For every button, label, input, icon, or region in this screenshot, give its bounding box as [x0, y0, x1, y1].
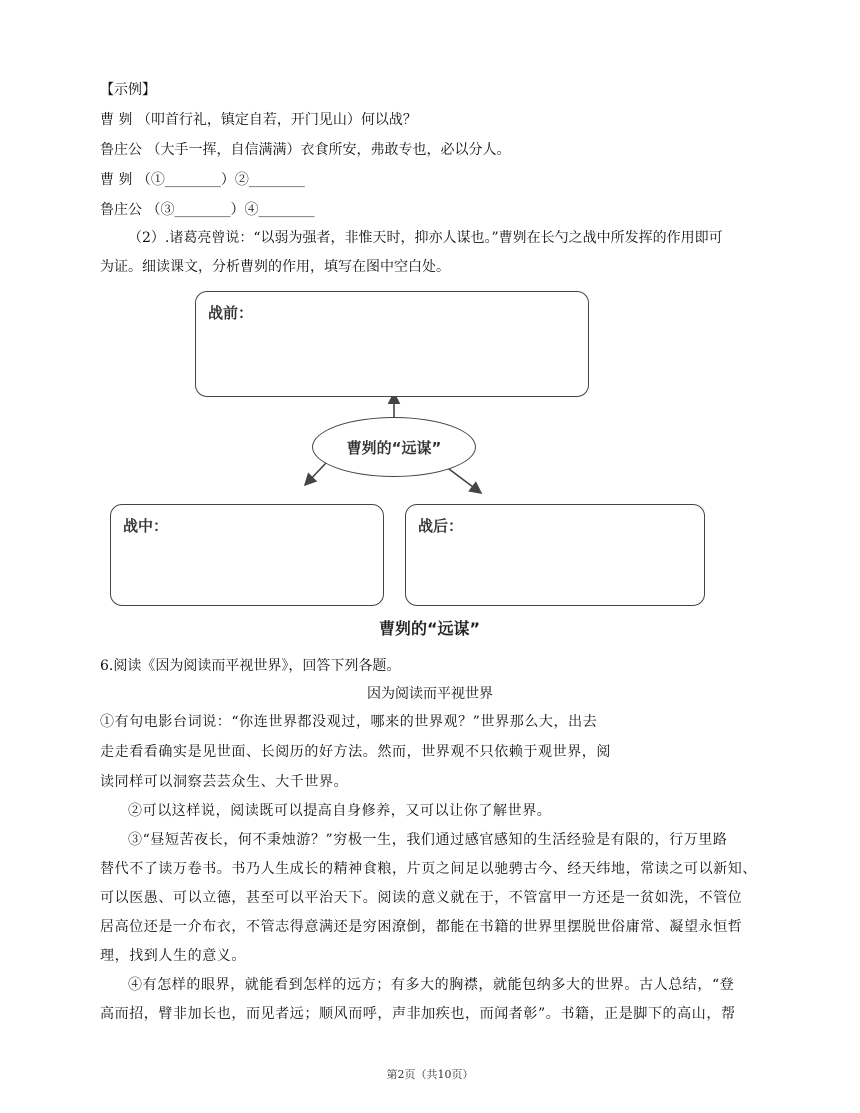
p4-line-1: ④有怎样的眼界，就能看到怎样的远方；有多大的胸襟，就能包纳多大的世界。古人总结，“登: [128, 977, 735, 993]
after-battle-box: [405, 504, 705, 606]
diagram-caption: 曹刿的“远谋”: [379, 619, 481, 638]
p2-line: ②可以这样说，阅读既可以提高自身修养，又可以让你了解世界。: [128, 803, 552, 819]
during-battle-label: 战中：: [123, 517, 169, 535]
p1-line-3: 读同样可以洞察芸芸众生、大千世界。: [100, 774, 349, 790]
p3-line-1: ③“昼短苦夜长，何不秉烛游？”穷极一生，我们通过感官感知的生活经验是有限的，行万里路: [128, 832, 728, 848]
p4-line-2: 高而招，臂非加长也，而见者远；顺风而呼，声非加疾也，而闻者彰”。书籍，正是脚下的高山，帮: [100, 1006, 736, 1022]
center-label: 曹刿的“远谋”: [346, 438, 442, 457]
arrow-left: [305, 463, 326, 485]
p3-line-4: 居高位还是一介布衣，不管志得意满还是穷困潦倒，都能在书籍的世界里摆脱世俗庸常、凝望永恒哲: [100, 919, 743, 935]
page-footer: 第2页（共10页）: [386, 1068, 474, 1081]
center-ellipse: [312, 417, 476, 477]
question6-prompt: 6.阅读《因为阅读而平视世界》，回答下列各题。: [100, 658, 401, 674]
during-battle-box: [110, 504, 384, 606]
example-line-4: 鲁庄公 （③________）④________: [100, 202, 315, 218]
far-sight-diagram: [100, 285, 720, 645]
p1-line-2: 走走看看确实是见世面、长阅历的好方法。然而，世界观不只依赖于观世界，阅: [100, 744, 611, 760]
example-heading: 【示例】: [100, 82, 156, 98]
p1-line-1: ①有句电影台词说：“你连世界都没观过，哪来的世界观？”世界那么大，出去: [100, 714, 598, 730]
p3-line-5: 理，找到人生的意义。: [100, 948, 246, 964]
p3-line-2: 替代不了读万卷书。书乃人生成长的精神食粮，片页之间足以驰骋古今、经天纬地，常读之可以新知、: [100, 861, 757, 877]
example-line-3: 曹 刿 （①________）②________: [100, 172, 305, 188]
article-title: 因为阅读而平视世界: [367, 686, 493, 702]
question2-line-2: 为证。细读课文，分析曹刿的作用，填写在图中空白处。: [100, 259, 450, 275]
p3-line-3: 可以医愚、可以立德，甚至可以平治天下。阅读的意义就在于，不管富甲一方还是一贫如洗，不管位: [100, 890, 743, 906]
question2-line-1: （2）.诸葛亮曾说：“以弱为强者，非惟天时，抑亦人谋也。”曹刿在长勺之战中所发挥的作用即可: [128, 230, 723, 246]
before-battle-box: [195, 291, 589, 397]
before-battle-label: 战前：: [208, 304, 254, 322]
example-line-2: 鲁庄公 （大手一挥，自信满满）衣食所安，弗敢专也，必以分人。: [100, 142, 511, 158]
after-battle-label: 战后：: [418, 517, 464, 535]
example-line-1: 曹 刿 （叩首行礼，镇定自若，开门见山）何以战？: [100, 112, 417, 128]
arrow-right: [445, 466, 481, 493]
